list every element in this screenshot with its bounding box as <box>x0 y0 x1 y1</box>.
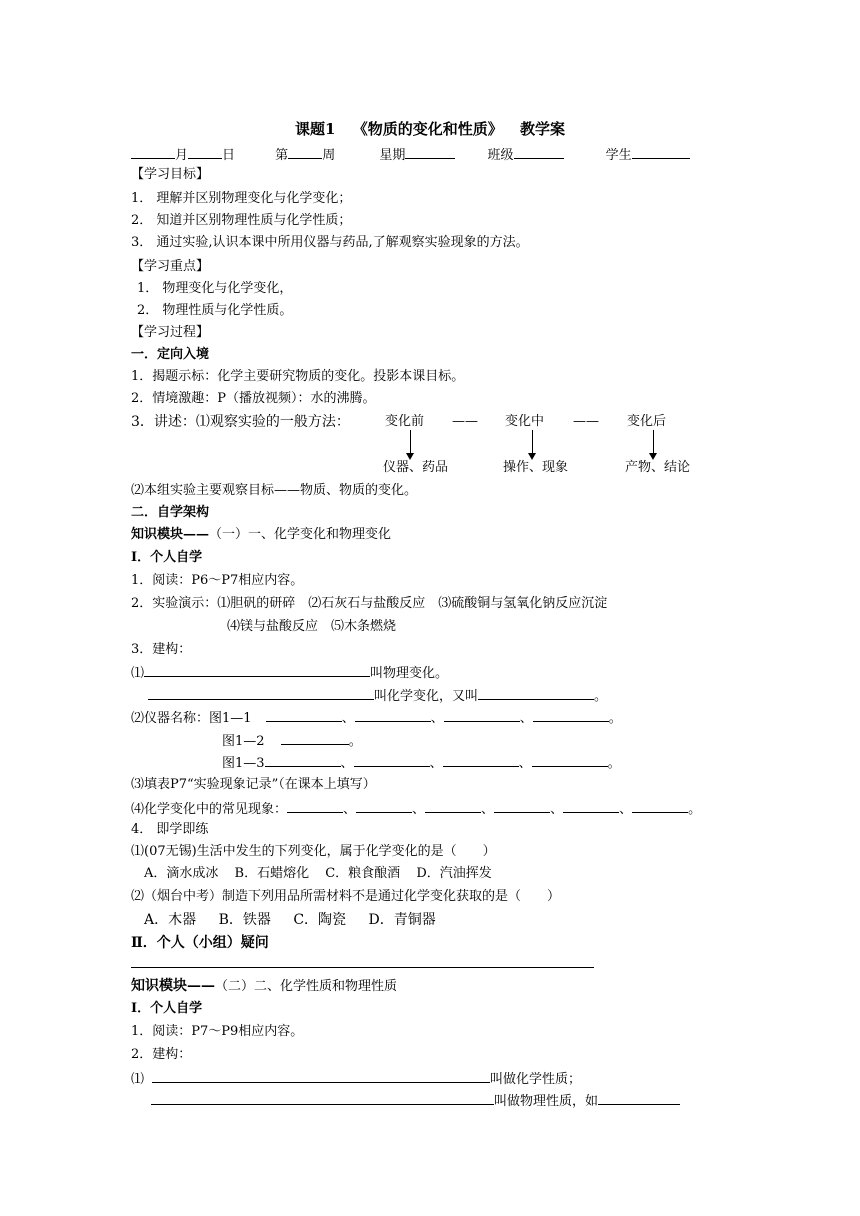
instrument-blank[interactable] <box>281 731 349 745</box>
week-blank[interactable] <box>288 145 322 159</box>
option-c[interactable]: C．粮食酿酒 <box>325 866 401 881</box>
lesson-type: 教学案 <box>519 120 565 138</box>
instrument-names-3: 图1—3 、 、 、 。 <box>222 753 621 771</box>
student-blank[interactable] <box>632 145 690 159</box>
part-one-heading: 一．定向入境 <box>131 347 210 362</box>
option-d[interactable]: D．青铜器 <box>368 912 436 928</box>
chemical-change-alias-blank[interactable] <box>478 686 594 700</box>
option-a[interactable]: A．木器 <box>144 912 197 928</box>
chemical-property-blank[interactable] <box>152 1069 490 1083</box>
instrument-blank[interactable] <box>354 753 430 767</box>
phenomenon-blank[interactable] <box>356 799 412 813</box>
process-item-1: 1．揭题示标：化学主要研究物质的变化。投影本课目标。 <box>131 369 465 384</box>
question-1-options <box>144 865 492 883</box>
flow-dash-1: —— <box>452 414 478 429</box>
instrument-blank[interactable] <box>533 708 609 722</box>
option-a[interactable]: A．滴水成冰 <box>144 866 219 881</box>
physical-property-definition: 叫做物理性质，如 <box>151 1091 680 1109</box>
chemical-change-definition: 叫化学变化，又叫 。 <box>148 686 607 704</box>
module1-demo-line2: ⑷镁与盐酸反应 ⑸木条燃烧 <box>227 619 397 634</box>
doubt-heading: Ⅱ．个人（小组）疑问 <box>131 935 269 951</box>
module1-read: 1．阅读：P6～P7相应内容。 <box>131 573 304 588</box>
phenomenon-blank[interactable] <box>632 799 688 813</box>
instrument-blank[interactable] <box>443 753 519 767</box>
practice-heading: 4． 即学即练 <box>131 822 209 837</box>
arrow-down-icon <box>532 430 533 454</box>
option-c[interactable]: C．陶瓷 <box>293 912 347 928</box>
goals-heading: 【学习目标】 <box>131 167 210 182</box>
physical-change-definition: ⑴ 叫物理变化。 <box>131 663 448 681</box>
process-heading: 【学习过程】 <box>131 325 210 340</box>
chemical-property-definition: ⑴ 叫做化学性质； <box>131 1069 581 1087</box>
module1-self-study: Ⅰ．个人自学 <box>131 550 203 565</box>
chemical-change-blank[interactable] <box>148 686 374 700</box>
fill-table-note: ⑶填表P7“实验现象记录”（在课本上填写） <box>131 777 376 792</box>
instrument-blank[interactable] <box>265 753 341 767</box>
weekday-blank[interactable] <box>405 145 455 159</box>
instrument-blank[interactable] <box>532 753 608 767</box>
goal-item-1: 1． 理解并区别物理变化与化学变化； <box>131 191 352 206</box>
doubt-answer-line[interactable] <box>131 967 594 968</box>
day-blank[interactable] <box>188 145 222 159</box>
option-d[interactable]: D．汽油挥发 <box>416 866 492 881</box>
goal-item-3: 3． 通过实验,认识本课中所用仪器与药品,了解观察实验现象的方法。 <box>131 235 529 250</box>
instrument-names-2: 图1—2 。 <box>222 731 362 749</box>
module1-heading: 知识模块——（一）一、化学变化和物理变化 <box>131 527 392 542</box>
header-info-line: 月 日 第 周 星期 班级 学生 <box>131 145 690 163</box>
option-b[interactable]: B．石蜡熔化 <box>234 866 310 881</box>
goal-item-2: 2． 知道并区别物理性质与化学性质； <box>131 213 352 228</box>
month-blank[interactable] <box>131 145 175 159</box>
module2-self-study: Ⅰ．个人自学 <box>131 1001 203 1016</box>
phenomenon-blank[interactable] <box>287 799 343 813</box>
page-title <box>0 118 860 139</box>
question-1: ⑴(07无锡)生活中发生的下列变化，属于化学变化的是（ ） <box>131 844 496 859</box>
lesson-number: 课题1 <box>295 120 336 138</box>
physical-property-example-blank[interactable] <box>598 1091 680 1105</box>
lesson-name: 《物质的变化和性质》 <box>352 120 503 138</box>
phenomenon-blank[interactable] <box>425 799 481 813</box>
option-b[interactable]: B．铁器 <box>218 912 271 928</box>
flow-before: 变化前 <box>385 414 425 429</box>
flow-sub-during: 操作、现象 <box>503 460 569 475</box>
process-item-3: 3．讲述：⑴观察实验的一般方法： <box>131 414 350 430</box>
module2-heading: 知识模块——（二）二、化学性质和物理性质 <box>131 978 398 994</box>
focus-item-2: 2． 物理性质与化学性质。 <box>137 303 293 318</box>
question-2: ⑵（烟台中考）制造下列用品所需材料不是通过化学变化获取的是（ ） <box>131 889 561 904</box>
flow-during: 变化中 <box>505 414 545 429</box>
phenomenon-blank[interactable] <box>563 799 619 813</box>
arrow-down-icon <box>410 430 411 454</box>
physical-property-blank[interactable] <box>151 1091 494 1105</box>
question-2-options <box>144 911 436 929</box>
part-two-heading: 二．自学架构 <box>131 505 210 520</box>
flow-after: 变化后 <box>627 414 667 429</box>
module2-build: 2．建构： <box>131 1047 192 1062</box>
process-item-2: 2．情境激趣：P（播放视频）：水的沸腾。 <box>131 391 376 406</box>
phenomenon-blank[interactable] <box>494 799 550 813</box>
flow-sub-before: 仪器、药品 <box>383 460 449 475</box>
instrument-blank[interactable] <box>444 708 520 722</box>
arrow-down-icon <box>653 430 654 454</box>
instrument-blank[interactable] <box>266 708 342 722</box>
module1-demo: 2．实验演示：⑴胆矾的研碎 ⑵石灰石与盐酸反应 ⑶硫酸铜与氢氧化钠反应沉淀 <box>131 596 608 611</box>
module2-read: 1．阅读：P7～P9相应内容。 <box>131 1024 304 1039</box>
common-phenomena: ⑷化学变化中的常见现象： 、 、 、 、 、 。 <box>131 799 701 817</box>
instrument-blank[interactable] <box>355 708 431 722</box>
class-blank[interactable] <box>514 145 564 159</box>
flow-dash-2: —— <box>573 414 599 429</box>
module1-build: 3．建构： <box>131 642 192 657</box>
physical-change-blank[interactable] <box>144 663 370 677</box>
process-item-4: ⑵本组实验主要观察目标——物质、物质的变化。 <box>131 483 418 498</box>
focus-heading: 【学习重点】 <box>131 259 210 274</box>
focus-item-1: 1． 物理变化与化学变化， <box>137 281 293 296</box>
instrument-names-1: ⑵仪器名称：图1—1 、 、 、 。 <box>131 708 622 726</box>
flow-sub-after: 产物、结论 <box>625 460 691 475</box>
